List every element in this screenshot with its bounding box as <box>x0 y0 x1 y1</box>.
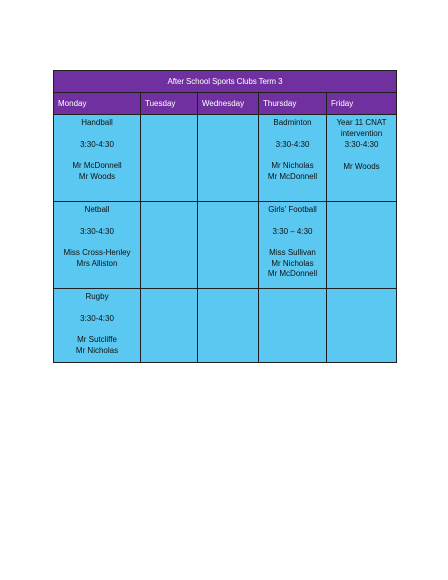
club-name: Girls’ Football <box>268 205 317 214</box>
club-staff: Mr McDonnell <box>267 171 318 181</box>
club-name: intervention <box>340 128 383 138</box>
day-header-wednesday: Wednesday <box>198 93 259 115</box>
club-time: 3:30-4:30 <box>344 140 379 149</box>
timetable-sheet <box>53 70 396 363</box>
club-time: 3:30-4:30 <box>80 226 114 236</box>
table-title: After School Sports Clubs Term 3 <box>54 71 397 93</box>
day-header-tuesday: Tuesday <box>141 93 198 115</box>
club-staff: Mr Woods <box>78 171 116 181</box>
sports-clubs-table <box>53 70 397 363</box>
day-header-thursday: Thursday <box>259 93 327 115</box>
club-time: 3:30-4:30 <box>275 139 310 149</box>
cell-thursday-empty <box>259 289 327 363</box>
club-staff: Miss Cross-Henley <box>63 248 131 257</box>
cell-tuesday-empty <box>141 202 198 289</box>
day-header-friday: Friday <box>327 93 397 115</box>
club-staff: Mr Nicholas <box>271 161 314 170</box>
club-staff: Mr Nicholas <box>75 345 119 355</box>
club-staff: Mr McDonnell <box>72 161 122 170</box>
club-staff: Mr McDonnell <box>267 269 318 278</box>
cell-monday-handball <box>54 115 141 202</box>
cell-wednesday-empty <box>198 202 259 289</box>
club-time: 3:30-4:30 <box>80 313 114 323</box>
cell-wednesday-empty <box>198 115 259 202</box>
club-name: Year 11 CNAT <box>336 118 387 127</box>
day-header-row <box>54 93 397 115</box>
cell-friday-empty <box>327 202 397 289</box>
title-row <box>54 71 397 93</box>
cell-thursday-badminton <box>259 115 327 202</box>
cell-friday-cnat <box>327 115 397 202</box>
cell-thursday-girls-football <box>259 202 327 289</box>
club-name: Rugby <box>85 292 109 301</box>
cell-friday-empty <box>327 289 397 363</box>
cell-tuesday-empty <box>141 115 198 202</box>
club-time: 3:30 – 4:30 <box>272 226 313 236</box>
cell-wednesday-empty <box>198 289 259 363</box>
club-staff: Miss Sullivan <box>269 248 316 257</box>
cell-monday-netball <box>54 202 141 289</box>
club-time: 3:30-4:30 <box>80 139 114 149</box>
club-name: Badminton <box>273 118 312 127</box>
cell-monday-rugby <box>54 289 141 363</box>
cell-tuesday-empty <box>141 289 198 363</box>
club-staff: Mrs Alliston <box>76 258 118 268</box>
club-staff: Mr Nicholas <box>271 258 314 268</box>
club-name: Netball <box>84 205 110 214</box>
club-staff: Mr Woods <box>343 161 380 171</box>
table-row <box>54 202 397 289</box>
club-name: Handball <box>81 118 113 127</box>
table-row <box>54 289 397 363</box>
club-staff: Mr Sutcliffe <box>77 335 117 344</box>
day-header-monday: Monday <box>54 93 141 115</box>
table-row <box>54 115 397 202</box>
